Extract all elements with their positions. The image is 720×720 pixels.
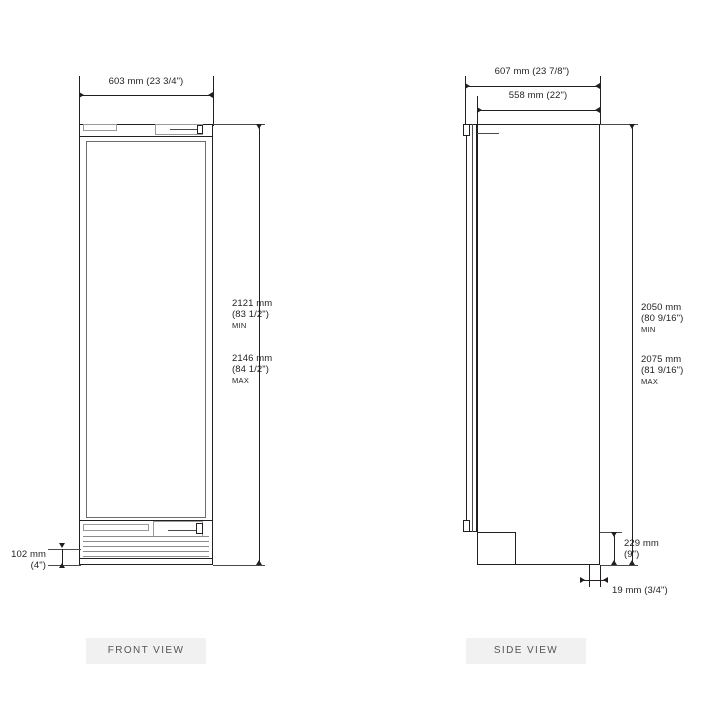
side-cabinet-arrow-left bbox=[477, 107, 482, 113]
front-top-rail bbox=[79, 136, 213, 137]
side-base-step-vert bbox=[515, 532, 516, 565]
side-base-arrow-bottom bbox=[611, 560, 617, 565]
front-height-ext-bottom bbox=[213, 565, 265, 566]
side-height-min-tag: MIN bbox=[641, 325, 656, 334]
front-base-value: 102 mm bbox=[11, 549, 46, 560]
front-height-max-tag: MAX bbox=[232, 376, 250, 385]
side-height-min-sub: (80 9/16") bbox=[641, 313, 684, 324]
side-bottom-hinge bbox=[463, 520, 470, 532]
side-height-arrow-top bbox=[629, 124, 635, 129]
front-width-label: 603 mm (23 3/4") bbox=[108, 76, 184, 87]
side-height-dim-line bbox=[632, 124, 633, 565]
side-base-step-top bbox=[477, 532, 515, 533]
side-depth-arrow-right bbox=[595, 83, 600, 89]
front-base-label bbox=[0, 549, 46, 571]
side-base-arrow-top bbox=[611, 532, 617, 537]
front-width-arrow-right bbox=[208, 92, 213, 98]
side-cabinet-outline bbox=[477, 124, 600, 565]
front-width-arrow-left bbox=[79, 92, 84, 98]
side-offset-arrow-right bbox=[603, 577, 608, 583]
front-height-arrow-top bbox=[256, 124, 262, 129]
side-height-min-value: 2050 mm bbox=[641, 302, 682, 313]
side-top-hinge bbox=[463, 124, 470, 136]
side-view-caption: SIDE VIEW bbox=[466, 638, 586, 664]
side-base-sub: (9") bbox=[624, 549, 640, 560]
side-base-value: 229 mm bbox=[624, 538, 659, 549]
side-cabinet-arrow-right bbox=[595, 107, 600, 113]
front-top-control-tab bbox=[197, 125, 203, 134]
front-height-min-tag: MIN bbox=[232, 321, 247, 330]
front-lower-left-bracket bbox=[83, 524, 149, 531]
front-height-arrow-bottom bbox=[256, 560, 262, 565]
front-height-min-value: 2121 mm bbox=[232, 298, 273, 309]
side-height-arrow-bottom bbox=[629, 560, 635, 565]
side-depth-dim-line bbox=[465, 86, 600, 87]
front-lower-control-tab bbox=[196, 523, 203, 534]
side-depth-arrow-left bbox=[465, 83, 470, 89]
side-height-max-sub: (81 9/16") bbox=[641, 365, 684, 376]
front-height-max-value: 2146 mm bbox=[232, 353, 273, 364]
side-height-max-tag: MAX bbox=[641, 377, 659, 386]
side-offset-label: 19 mm (3/4") bbox=[612, 585, 668, 596]
front-top-left-bracket bbox=[83, 124, 117, 131]
front-top-control-line bbox=[170, 129, 198, 130]
side-depth-total-label: 607 mm (23 7/8") bbox=[494, 66, 570, 77]
front-base-top-line bbox=[79, 558, 213, 559]
side-top-inset-line bbox=[477, 133, 499, 134]
side-offset-arrow-left bbox=[580, 577, 585, 583]
front-base-sub: (4") bbox=[30, 560, 46, 571]
front-base-arrow-bottom bbox=[59, 563, 65, 568]
side-height-ext-bottom bbox=[600, 565, 638, 566]
front-base-ext-top bbox=[48, 549, 81, 550]
front-base-arrow-top bbox=[59, 543, 65, 548]
front-height-dim-line bbox=[259, 124, 260, 565]
front-width-dim-line bbox=[79, 95, 213, 96]
front-view-caption: FRONT VIEW bbox=[86, 638, 206, 664]
side-base-label bbox=[624, 538, 659, 560]
front-height-min-sub: (83 1/2") bbox=[232, 309, 270, 320]
side-height-max-block bbox=[641, 354, 683, 387]
side-offset-ext-right bbox=[589, 565, 590, 587]
front-height-min-block bbox=[232, 298, 272, 331]
front-height-max-block bbox=[232, 353, 272, 386]
front-door-panel bbox=[86, 141, 206, 518]
side-door-skin-center bbox=[472, 124, 473, 532]
side-cabinet-dim-line bbox=[477, 110, 600, 111]
side-height-min-block bbox=[641, 302, 683, 335]
side-height-max-value: 2075 mm bbox=[641, 354, 682, 365]
side-cabinet-depth-label: 558 mm (22") bbox=[508, 90, 568, 101]
front-height-max-sub: (84 1/2") bbox=[232, 364, 270, 375]
side-offset-ext-left bbox=[600, 565, 601, 587]
front-lower-control-line bbox=[168, 530, 198, 531]
